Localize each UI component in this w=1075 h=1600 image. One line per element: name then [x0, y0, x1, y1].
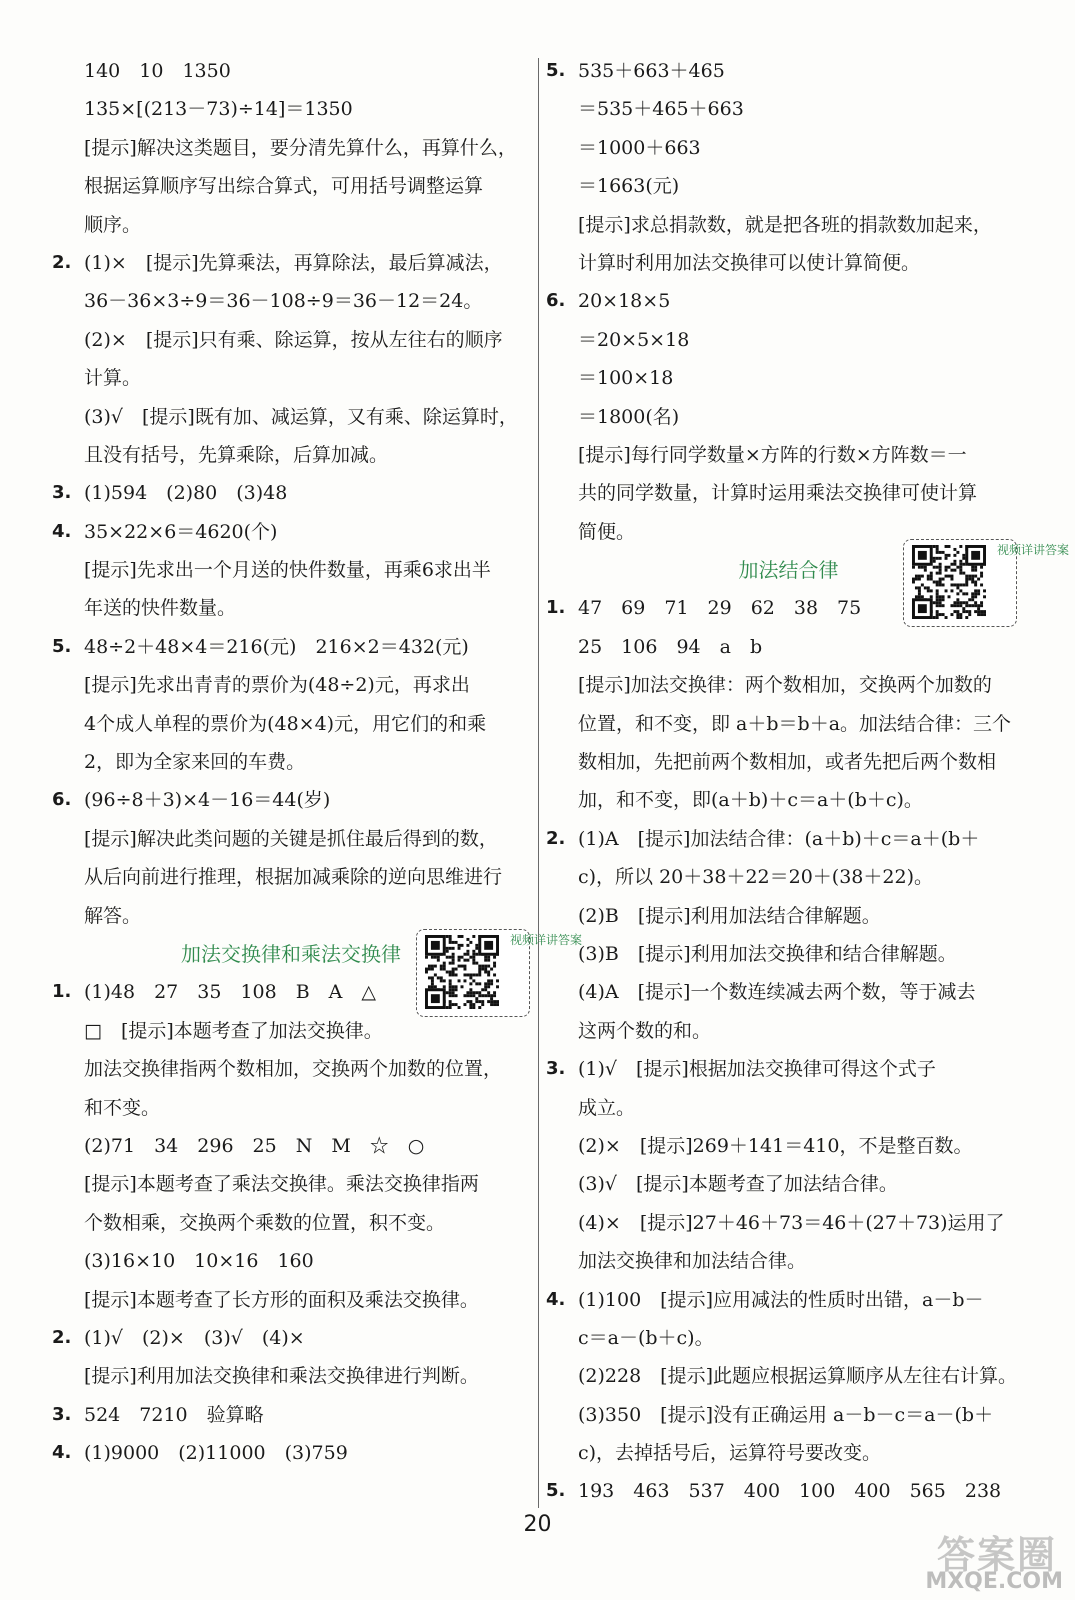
answer-text: [提示]每行同学数量×方阵的行数×方阵数＝一	[578, 443, 967, 466]
answer-text: 47 69 71 29 62 38 75	[578, 597, 862, 620]
answer-line	[546, 244, 1031, 282]
answer-line	[546, 820, 1031, 858]
answer-line	[52, 666, 530, 704]
answer-text: (1)594 (2)80 (3)48	[84, 482, 288, 505]
answer-line	[546, 52, 1031, 90]
answer-line	[546, 436, 1031, 474]
answer-text: (3)16×10 10×16 160	[84, 1250, 314, 1273]
answer-line	[546, 1434, 1031, 1472]
answer-line	[546, 935, 1031, 973]
answer-line	[52, 90, 530, 128]
answer-line	[546, 90, 1031, 128]
watermark-text: 答案圈	[936, 1533, 1057, 1577]
watermark-url: MXQE.COM	[925, 1569, 1063, 1594]
answer-line	[52, 206, 530, 244]
answer-text: 193 463 537 400 100 400 565 238	[578, 1480, 1002, 1503]
answer-line	[52, 628, 530, 666]
question-number: 2.	[546, 827, 566, 849]
question-number: 4.	[52, 520, 72, 542]
answer-line	[546, 628, 1031, 666]
answer-line	[52, 551, 530, 589]
answer-text: (1)100 [提示]应用减法的性质时出错，a－b－	[578, 1288, 984, 1311]
answer-line	[52, 973, 530, 1011]
answer-text: (4)× [提示]27＋46＋73＝46＋(27＋73)运用了	[578, 1211, 1005, 1234]
answer-text: □ [提示]本题考查了加法交换律。	[84, 1019, 383, 1042]
answer-text: 524 7210 验算略	[84, 1403, 264, 1426]
answer-line	[546, 1089, 1031, 1127]
answer-line	[52, 167, 530, 205]
answer-line	[546, 1165, 1031, 1203]
answer-line	[52, 398, 530, 436]
answer-line	[546, 1204, 1031, 1242]
answer-text: 解答。	[84, 904, 142, 927]
page-number: 20	[523, 1512, 552, 1537]
answer-text: 36－36×3÷9＝36－108÷9＝36－12＝24。	[84, 290, 483, 313]
answer-line	[52, 244, 530, 282]
column-divider	[538, 58, 539, 1508]
answer-line	[52, 282, 530, 320]
answer-line	[546, 129, 1031, 167]
answer-line	[52, 705, 530, 743]
answer-line	[546, 705, 1031, 743]
answer-text: (3)350 [提示]没有正确运用 a－b－c＝a－(b＋	[578, 1403, 994, 1426]
answer-line	[52, 1281, 530, 1319]
answer-text: (3)B [提示]利用加法交换律和结合律解题。	[578, 942, 957, 965]
answer-text: c)，去掉括号后，运算符号要改变。	[578, 1442, 882, 1465]
answer-text: [提示]求总捐款数，就是把各班的捐款数加起来，	[578, 213, 992, 236]
answer-text: ＝535＋465＋663	[578, 98, 744, 121]
answer-line	[52, 1204, 530, 1242]
question-number: 2.	[52, 251, 72, 273]
question-number: 1.	[546, 597, 566, 619]
answer-line	[546, 398, 1031, 436]
answer-text: ＝1663(元)	[578, 175, 680, 198]
answer-line	[52, 1165, 530, 1203]
question-number: 5.	[546, 1480, 566, 1502]
answer-line	[546, 1472, 1031, 1510]
answer-line	[546, 1012, 1031, 1050]
answer-text: 个数相乘，交换两个乘数的位置，积不变。	[84, 1211, 446, 1234]
answer-text: ＝20×5×18	[578, 328, 690, 351]
answer-line	[52, 743, 530, 781]
answer-line	[52, 474, 530, 512]
question-number: 3.	[52, 1403, 72, 1425]
answer-text: 4个成人单程的票价为(48×4)元，用它们的和乘	[84, 712, 487, 735]
answer-text: (3)√ [提示]既有加、减运算，又有乘、除运算时，	[84, 405, 518, 428]
watermark-logo	[897, 1524, 1067, 1594]
question-number: 2.	[52, 1326, 72, 1348]
answer-text: (1)× [提示]先算乘法，再算除法，最后算减法，	[84, 251, 503, 274]
answer-text: 数相加，先把前两个数相加，或者先把后两个数相	[578, 751, 997, 774]
answer-text: (2)× [提示]269＋141＝410，不是整百数。	[578, 1134, 973, 1157]
question-number: 4.	[52, 1442, 72, 1464]
answer-text: ＝1000＋663	[578, 136, 701, 159]
answer-line	[546, 897, 1031, 935]
answer-text: 根据运算顺序写出综合算式，可用括号调整运算	[84, 175, 484, 198]
question-number: 3.	[546, 1058, 566, 1080]
answer-line	[546, 167, 1031, 205]
answer-text: (3)√ [提示]本题考查了加法结合律。	[578, 1173, 898, 1196]
answer-text: (2)228 [提示]此题应根据运算顺序从左往右计算。	[578, 1365, 1018, 1388]
answer-line	[546, 474, 1031, 512]
answer-line	[52, 1396, 530, 1434]
answer-text: 年送的快件数量。	[84, 597, 237, 620]
answer-line	[546, 1050, 1031, 1088]
answer-text: 2，即为全家来回的车费。	[84, 751, 306, 774]
answer-line	[52, 1127, 530, 1165]
answer-line	[546, 589, 1031, 627]
answer-text: 位置，和不变，即 a＋b＝b＋a。加法结合律：三个	[578, 712, 1012, 735]
answer-line	[546, 666, 1031, 704]
answer-line	[546, 1357, 1031, 1395]
answer-text: (1)√ [提示]根据加法交换律可得这个式子	[578, 1058, 936, 1081]
qr-caption: 视频详讲答案	[997, 543, 1070, 558]
answer-text: [提示]本题考查了长方形的面积及乘法交换律。	[84, 1288, 479, 1311]
answer-text: 135×[(213－73)÷14]＝1350	[84, 98, 353, 121]
question-number: 3.	[52, 482, 72, 504]
answer-text: (1)√ (2)× (3)√ (4)×	[84, 1326, 305, 1349]
answer-line	[52, 359, 530, 397]
answer-text: [提示]先求出一个月送的快件数量，再乘6求出半	[84, 559, 491, 582]
answer-text: (1)A [提示]加法结合律：(a＋b)＋c＝a＋(b＋	[578, 827, 980, 850]
section-heading	[546, 543, 1070, 589]
answer-text: ＝1800(名)	[578, 405, 680, 428]
answer-text: 加法交换律和加法结合律。	[578, 1250, 807, 1273]
answer-line	[52, 858, 530, 896]
section-heading-text: 加法交换律和乘法交换律	[181, 941, 401, 966]
answer-line	[546, 206, 1031, 244]
answer-text: 20×18×5	[578, 290, 671, 313]
answer-line	[546, 1396, 1031, 1434]
answer-text: 且没有括号，先算乘除，后算加减。	[84, 443, 389, 466]
answer-line	[546, 1281, 1031, 1319]
answer-text: (2)B [提示]利用加法结合律解题。	[578, 904, 881, 927]
answer-line	[52, 820, 530, 858]
section-heading-text: 加法结合律	[738, 558, 839, 583]
answer-line	[546, 781, 1031, 819]
answer-line	[52, 1357, 530, 1395]
answer-text: [提示]解决这类题目，要分清先算什么，再算什么，	[84, 136, 517, 159]
question-number: 4.	[546, 1288, 566, 1310]
answer-text: 从后向前进行推理，根据加减乘除的逆向思维进行	[84, 866, 503, 889]
answer-text: 计算。	[84, 367, 142, 390]
answer-line	[52, 513, 530, 551]
answer-line	[546, 282, 1031, 320]
question-number: 6.	[52, 789, 72, 811]
question-number: 1.	[52, 981, 72, 1003]
answer-text: (2)× [提示]只有乘、除运算，按从左往右的顺序	[84, 328, 503, 351]
answer-text: 35×22×6＝4620(个)	[84, 520, 278, 543]
answer-text: (4)A [提示]一个数连续减去两个数，等于减去	[578, 981, 976, 1004]
answer-line	[52, 781, 530, 819]
right-column	[546, 52, 1070, 1511]
qr-caption: 视频详讲答案	[510, 932, 583, 947]
answer-line	[52, 1319, 530, 1357]
answer-line	[52, 1012, 530, 1050]
answer-text: [提示]本题考查了乘法交换律。乘法交换律指两	[84, 1173, 479, 1196]
answer-line	[52, 1434, 530, 1472]
answer-text: c＝a－(b＋c)。	[578, 1326, 714, 1349]
answer-text: (96÷8＋3)×4－16＝44(岁)	[84, 789, 331, 812]
answer-text: 这两个数的和。	[578, 1019, 712, 1042]
answer-text: 顺序。	[84, 213, 142, 236]
answer-text: 48÷2＋48×4＝216(元) 216×2＝432(元)	[84, 635, 469, 658]
answer-text: 140 10 1350	[84, 60, 231, 82]
answer-line	[546, 1242, 1031, 1280]
answer-text: 成立。	[578, 1096, 636, 1119]
answer-text: [提示]利用加法交换律和乘法交换律进行判断。	[84, 1365, 479, 1388]
answer-text: 计算时利用加法交换律可以使计算简便。	[578, 251, 921, 274]
answer-line	[546, 321, 1031, 359]
answer-text: [提示]解决此类问题的关键是抓住最后得到的数，	[84, 827, 498, 850]
answer-text: 25 106 94 a b	[578, 635, 763, 658]
section-heading	[52, 932, 583, 973]
left-column	[52, 52, 583, 1472]
answer-line	[546, 743, 1031, 781]
answer-line	[52, 129, 530, 167]
answer-text: (1)9000 (2)11000 (3)759	[84, 1442, 348, 1465]
answer-line	[52, 52, 530, 90]
answer-line	[52, 321, 530, 359]
question-number: 5.	[52, 635, 72, 657]
answer-text: 简便。	[578, 520, 636, 543]
answer-text: 共的同学数量，计算时运用乘法交换律可使计算	[578, 482, 978, 505]
answer-text: (2)71 34 296 25 N M ☆ ○	[84, 1134, 425, 1157]
answer-line	[52, 1050, 530, 1088]
answer-line	[546, 973, 1031, 1011]
answer-line	[52, 1242, 530, 1280]
question-number: 6.	[546, 290, 566, 312]
answer-line	[546, 1127, 1031, 1165]
answer-text: 加，和不变，即(a＋b)＋c＝a＋(b＋c)。	[578, 789, 923, 812]
answer-line	[546, 858, 1031, 896]
answer-line	[546, 359, 1031, 397]
answer-text: 加法交换律指两个数相加，交换两个加数的位置，	[84, 1058, 503, 1081]
answer-text: [提示]先求出青青的票价为(48÷2)元，再求出	[84, 674, 470, 697]
answer-line	[52, 436, 530, 474]
answer-text: ＝100×18	[578, 367, 674, 390]
answer-text: c)，所以 20＋38＋22＝20＋(38＋22)。	[578, 866, 933, 889]
answer-text: [提示]加法交换律：两个数相加，交换两个加数的	[578, 674, 992, 697]
answer-text: (1)48 27 35 108 B A △	[84, 981, 377, 1004]
answer-text: 535＋663＋465	[578, 60, 725, 82]
answer-line	[52, 1089, 530, 1127]
answer-line	[52, 589, 530, 627]
question-number: 5.	[546, 60, 566, 81]
answer-text: 和不变。	[84, 1096, 161, 1119]
answer-line	[546, 1319, 1031, 1357]
